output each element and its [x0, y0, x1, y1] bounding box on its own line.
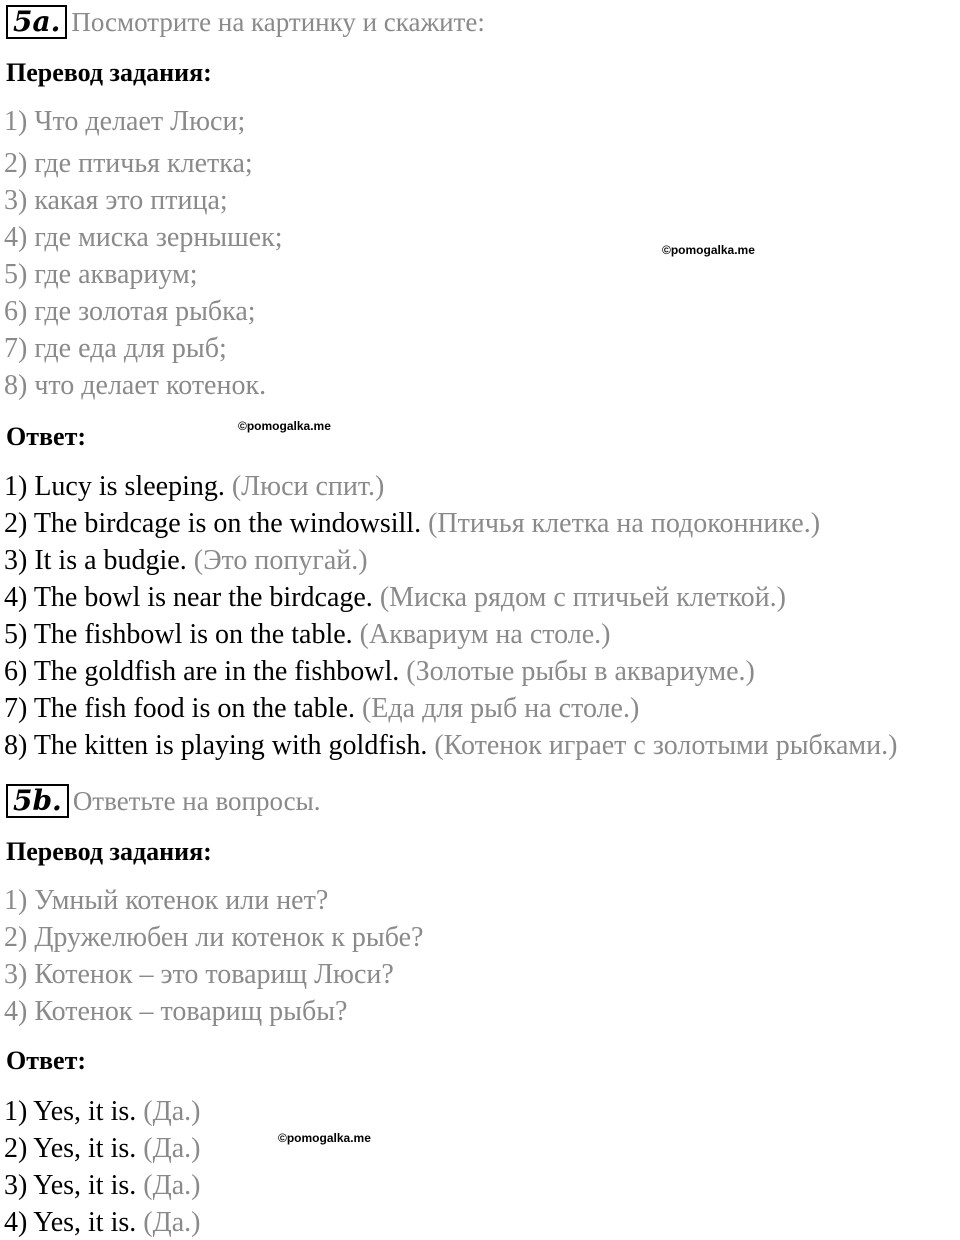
answer-english: 8) The kitten is playing with goldfish.: [4, 730, 428, 761]
answer-english: 6) The goldfish are in the fishbowl.: [4, 656, 400, 687]
answer-english: 4) The bowl is near the birdcage.: [4, 582, 373, 613]
answer-item: [4, 1096, 200, 1128]
answer-translation: (Котенок играет с золотыми рыбками.): [434, 730, 898, 761]
list-item: 7) где еда для рыб;: [4, 333, 227, 364]
list-item: 4) где миска зернышек;: [4, 222, 283, 253]
answer-translation: (Да.): [143, 1207, 201, 1238]
answer-translation: (Миска рядом с птичьей клеткой.): [379, 582, 786, 613]
list-item: 8) что делает котенок.: [4, 370, 267, 401]
translation-heading: Перевод задания:: [6, 58, 212, 87]
answer-item: [4, 471, 384, 503]
answer-english: 2) The birdcage is on the windowsill.: [4, 508, 422, 539]
answer-item: [4, 1207, 200, 1239]
answer-item: [4, 693, 639, 725]
answer-item: [4, 508, 820, 540]
answer-translation: (Еда для рыб на столе.): [361, 693, 640, 724]
answer-translation: (Люси спит.): [231, 471, 385, 502]
answer-item: [4, 619, 610, 651]
watermark: ©pomogalka.me: [238, 419, 331, 433]
task-number-badge: 5b.: [6, 784, 69, 818]
answer-heading: Ответ:: [6, 1046, 87, 1075]
answer-translation: (Да.): [143, 1170, 201, 1201]
answer-english: 4) Yes, it is.: [4, 1207, 137, 1238]
list-item: 3) Котенок – это товарищ Люси?: [4, 959, 394, 990]
answer-english: 2) Yes, it is.: [4, 1133, 137, 1164]
answer-item: [4, 656, 755, 688]
task-5a-header: [6, 5, 485, 39]
answer-translation: (Да.): [143, 1133, 201, 1164]
list-item: 5) где аквариум;: [4, 259, 198, 290]
answer-translation: (Это попугай.): [193, 545, 368, 576]
answer-item: [4, 1133, 200, 1165]
answer-item: [4, 545, 368, 577]
answer-english: 3) Yes, it is.: [4, 1170, 137, 1201]
answer-english: 1) Lucy is sleeping.: [4, 471, 225, 502]
answer-heading: Ответ:: [6, 422, 87, 451]
answer-item: [4, 1170, 200, 1202]
answer-translation: (Птичья клетка на подоконнике.): [428, 508, 821, 539]
watermark: ©pomogalka.me: [278, 1131, 371, 1145]
answer-item: [4, 730, 897, 762]
list-item: 1) Умный котенок или нет?: [4, 885, 329, 916]
list-item: 6) где золотая рыбка;: [4, 296, 256, 327]
list-item: 4) Котенок – товарищ рыбы?: [4, 996, 348, 1027]
translation-heading: Перевод задания:: [6, 837, 212, 866]
task-5b-header: [6, 784, 321, 818]
watermark: ©pomogalka.me: [662, 243, 755, 257]
answer-english: 5) The fishbowl is on the table.: [4, 619, 353, 650]
answer-translation: (Да.): [143, 1096, 201, 1127]
answer-english: 3) It is a budgie.: [4, 545, 187, 576]
task-title: Ответьте на вопросы.: [72, 786, 321, 816]
answer-english: 1) Yes, it is.: [4, 1096, 137, 1127]
list-item: 2) Дружелюбен ли котенок к рыбе?: [4, 922, 424, 953]
task-number-badge: 5a.: [6, 5, 67, 39]
task-title: Посмотрите на картинку и скажите:: [71, 7, 485, 37]
answer-translation: (Аквариум на столе.): [359, 619, 611, 650]
answer-translation: (Золотые рыбы в аквариуме.): [406, 656, 755, 687]
list-item: 2) где птичья клетка;: [4, 148, 253, 179]
answer-english: 7) The fish food is on the table.: [4, 693, 355, 724]
list-item: 3) какая это птица;: [4, 185, 228, 216]
list-item: 1) Что делает Люси;: [4, 106, 246, 137]
answer-item: [4, 582, 786, 614]
